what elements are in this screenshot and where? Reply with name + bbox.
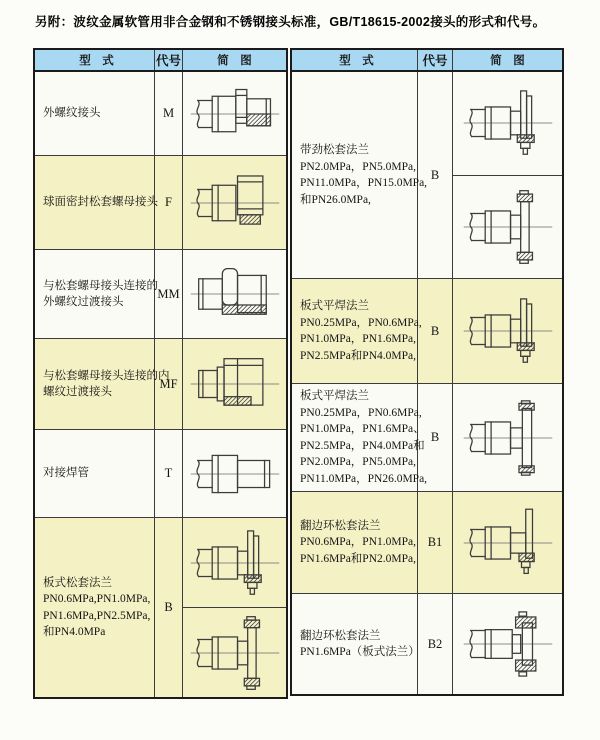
fitting-type-line: 带劲松套法兰 <box>300 144 369 156</box>
fitting-type-cell <box>292 594 418 694</box>
union-mf-icon <box>187 346 283 422</box>
page-title: 另附：波纹金属软管用非合金钢和不锈钢接头标准，GB/T18615-2002接头的形式和代号。 <box>35 15 546 29</box>
left-table-header-row <box>35 50 286 72</box>
fitting-diagram <box>453 384 562 491</box>
fitting-type-line: 翻边环松套法兰 <box>300 519 381 532</box>
diagram-cell <box>183 72 286 155</box>
fitting-code-cell: B2 <box>418 594 453 694</box>
table-row <box>35 250 286 339</box>
fitting-type-line: PN1.0MPa，PN1.6MPa、 <box>300 423 425 435</box>
fitting-type-line: 板式松套法兰 <box>43 576 112 589</box>
lap-flange-b1-icon <box>460 505 556 581</box>
fitting-type-line: 和PN26.0MPa, <box>300 193 371 206</box>
table-row <box>292 279 562 384</box>
table-row <box>292 72 562 279</box>
fitting-type-line: PN1.6MPa（板式法兰） <box>300 646 420 658</box>
fitting-code-cell: B <box>418 72 453 278</box>
table-row <box>292 492 562 594</box>
fitting-type-cell <box>35 156 158 249</box>
plate-flange-icon <box>187 525 283 601</box>
diagram-cell <box>453 594 562 694</box>
table-row <box>292 594 562 694</box>
fitting-type-line: PN2.5MPa和PN4.0MPa, <box>300 349 416 362</box>
table-row <box>35 339 286 430</box>
header-type: 型 式 <box>292 50 418 70</box>
right-table-rows <box>292 72 562 694</box>
fitting-diagram <box>183 250 286 338</box>
fitting-type-line: 外螺纹过渡接头 <box>43 296 124 308</box>
diagram-cell <box>183 518 286 697</box>
table-row <box>35 72 286 156</box>
lap-flange-b2-icon <box>460 606 556 682</box>
fitting-code-cell: M <box>155 72 183 155</box>
male-thread-icon <box>187 76 283 152</box>
union-mm-icon <box>187 256 283 332</box>
header-diagram: 简 图 <box>490 55 525 67</box>
table-row <box>35 518 286 697</box>
plate-flange-icon <box>460 85 556 161</box>
diagram-cell <box>453 72 562 278</box>
table-row <box>292 384 562 492</box>
header-code: 代号 <box>418 50 453 70</box>
fitting-diagram <box>453 492 562 593</box>
fitting-diagram <box>183 72 286 155</box>
fitting-diagram <box>183 339 286 429</box>
fitting-type-line: PN1.0MPa，PN1.6MPa, <box>300 333 416 345</box>
butt-weld-icon <box>187 436 283 512</box>
left-table <box>33 48 288 699</box>
fitting-type-line: 与松套螺母接头连接的 <box>43 279 158 292</box>
fitting-type-line: PN0.25MPa，PN0.6MPa, <box>300 316 422 329</box>
fitting-type-cell <box>35 250 158 338</box>
tables-container <box>33 48 564 699</box>
fitting-type-line: 球面密封松套螺母接头 <box>43 196 158 209</box>
header-diagram: 简 图 <box>217 55 252 67</box>
right-table <box>290 48 564 696</box>
fitting-type-line: PN11.0MPa，PN26.0MPa, <box>300 472 428 485</box>
diagram-cell <box>183 339 286 429</box>
fitting-type-line: 螺纹过渡接头 <box>43 386 112 398</box>
header-code: 代号 <box>155 50 183 70</box>
left-table-rows <box>35 72 286 697</box>
fitting-diagram <box>453 175 562 279</box>
fitting-type-cell <box>35 430 155 517</box>
diagram-cell <box>453 384 562 491</box>
fitting-code-cell: B <box>418 384 453 491</box>
fitting-type-cell <box>292 72 428 278</box>
fitting-code-cell: B <box>418 279 453 383</box>
fitting-code-cell: B <box>155 518 183 697</box>
fitting-type-line: 板式平焊法兰 <box>300 390 369 402</box>
fitting-code-cell: T <box>155 430 183 517</box>
fitting-type-line: PN2.0MPa，PN5.0MPa, <box>300 456 416 468</box>
fitting-diagram <box>183 518 286 607</box>
diagram-cell <box>453 279 562 383</box>
fitting-diagram <box>183 156 286 249</box>
diagram-cell <box>453 492 562 593</box>
diagram-cell <box>183 250 286 338</box>
fitting-type-line: PN0.6MPa,PN1.0MPa, <box>43 593 151 605</box>
loose-flange-icon <box>187 615 283 691</box>
fitting-code-cell: MF <box>155 339 183 429</box>
fitting-type-line: 和PN4.0MPa <box>43 626 106 638</box>
fitting-diagram <box>453 72 562 175</box>
swivel-nut-icon <box>187 165 283 241</box>
fitting-type-line: 对接焊管 <box>43 467 89 480</box>
fitting-type-line: PN0.6MPa，PN1.0MPa, <box>300 536 416 549</box>
fitting-type-line: 外螺纹接头 <box>43 107 101 120</box>
weld-flange-icon <box>460 400 556 476</box>
loose-flange-icon <box>460 189 556 265</box>
fitting-type-line: 与松套螺母接头连接的内 <box>43 369 170 382</box>
fitting-diagram <box>183 430 286 517</box>
fitting-diagram <box>453 279 562 383</box>
fitting-type-line: PN1.6MPa和PN2.0MPa, <box>300 552 416 565</box>
diagram-cell <box>183 430 286 517</box>
fitting-diagram <box>453 594 562 694</box>
fitting-type-cell <box>292 279 422 383</box>
fitting-code-cell: B1 <box>418 492 453 593</box>
plate-flange-icon <box>460 293 556 369</box>
fitting-type-line: 板式平焊法兰 <box>300 300 369 312</box>
fitting-type-cell <box>35 72 155 155</box>
fitting-type-cell <box>292 384 428 491</box>
fitting-type-line: PN1.6MPa,PN2.5MPa, <box>43 609 151 622</box>
fitting-type-line: PN11.0MPa，PN15.0MPa, <box>300 177 428 189</box>
fitting-code-cell: MM <box>155 250 183 338</box>
table-row <box>35 430 286 518</box>
header-type: 型 式 <box>35 50 155 70</box>
fitting-type-cell <box>292 492 418 593</box>
fitting-type-line: PN2.0MPa，PN5.0MPa, <box>300 160 416 173</box>
fitting-type-cell <box>35 518 155 697</box>
fitting-diagram <box>183 607 286 697</box>
table-row <box>35 156 286 250</box>
diagram-cell <box>183 156 286 249</box>
fitting-type-line: PN0.25MPa，PN0.6MPa, <box>300 406 422 419</box>
fitting-type-line: PN2.5MPa，PN4.0MPa和 <box>300 439 425 452</box>
right-table-header-row <box>292 50 562 72</box>
fitting-type-line: 翻边环松套法兰 <box>300 629 381 642</box>
fitting-code-cell: F <box>155 156 183 249</box>
